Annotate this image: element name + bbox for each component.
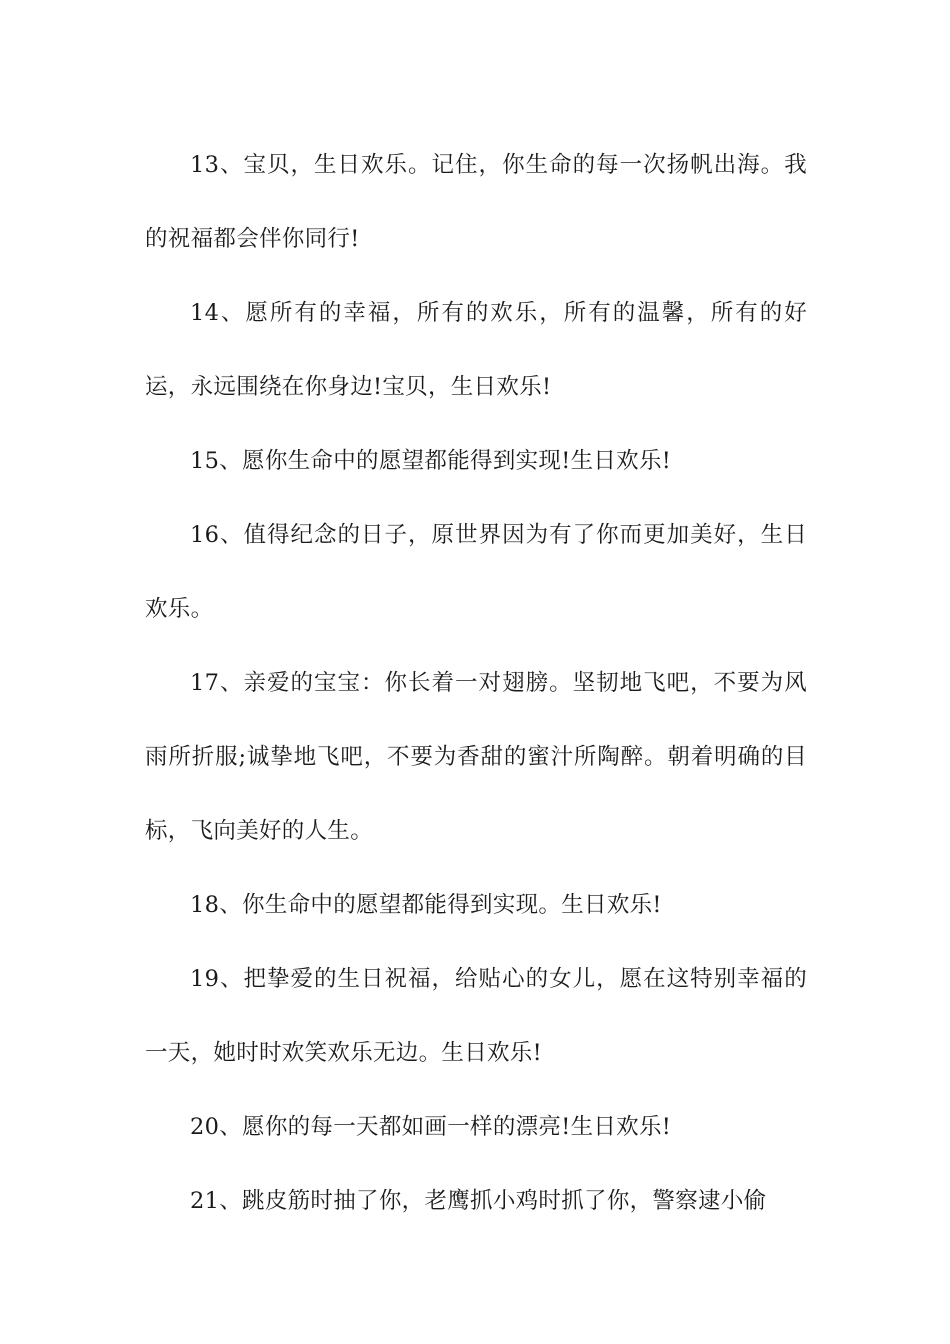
paragraph-15: 15、愿你生命中的愿望都能得到实现!生日欢乐! — [190, 448, 672, 474]
paragraph-17: 17、亲爱的宝宝：你长着一对翅膀。坚韧地飞吧，不要为风雨所折服;诚挚地飞吧，不要为香甜的蜜汁所陶醉。朝着明确的目标，飞向美好的人生。 — [145, 670, 807, 844]
paragraph-18: 18、你生命中的愿望都能得到实现。生日欢乐! — [190, 892, 662, 918]
paragraph-20: 20、愿你的每一天都如画一样的漂亮!生日欢乐! — [190, 1114, 672, 1140]
paragraph-19: 19、把挚爱的生日祝福，给贴心的女儿，愿在这特别幸福的一天，她时时欢笑欢乐无边。生日欢乐! — [145, 966, 807, 1066]
paragraph-14: 14、愿所有的幸福，所有的欢乐，所有的温馨，所有的好运，永远围绕在你身边!宝贝，生日欢乐! — [145, 300, 807, 400]
paragraph-16: 16、值得纪念的日子，原世界因为有了你而更加美好，生日欢乐。 — [145, 522, 807, 622]
document-body — [145, 128, 807, 1238]
paragraph-21: 21、跳皮筋时抽了你，老鹰抓小鸡时抓了你，警察逮小偷 — [190, 1188, 767, 1214]
paragraph-13: 13、宝贝，生日欢乐。记住，你生命的每一次扬帆出海。我的祝福都会伴你同行! — [145, 152, 807, 252]
